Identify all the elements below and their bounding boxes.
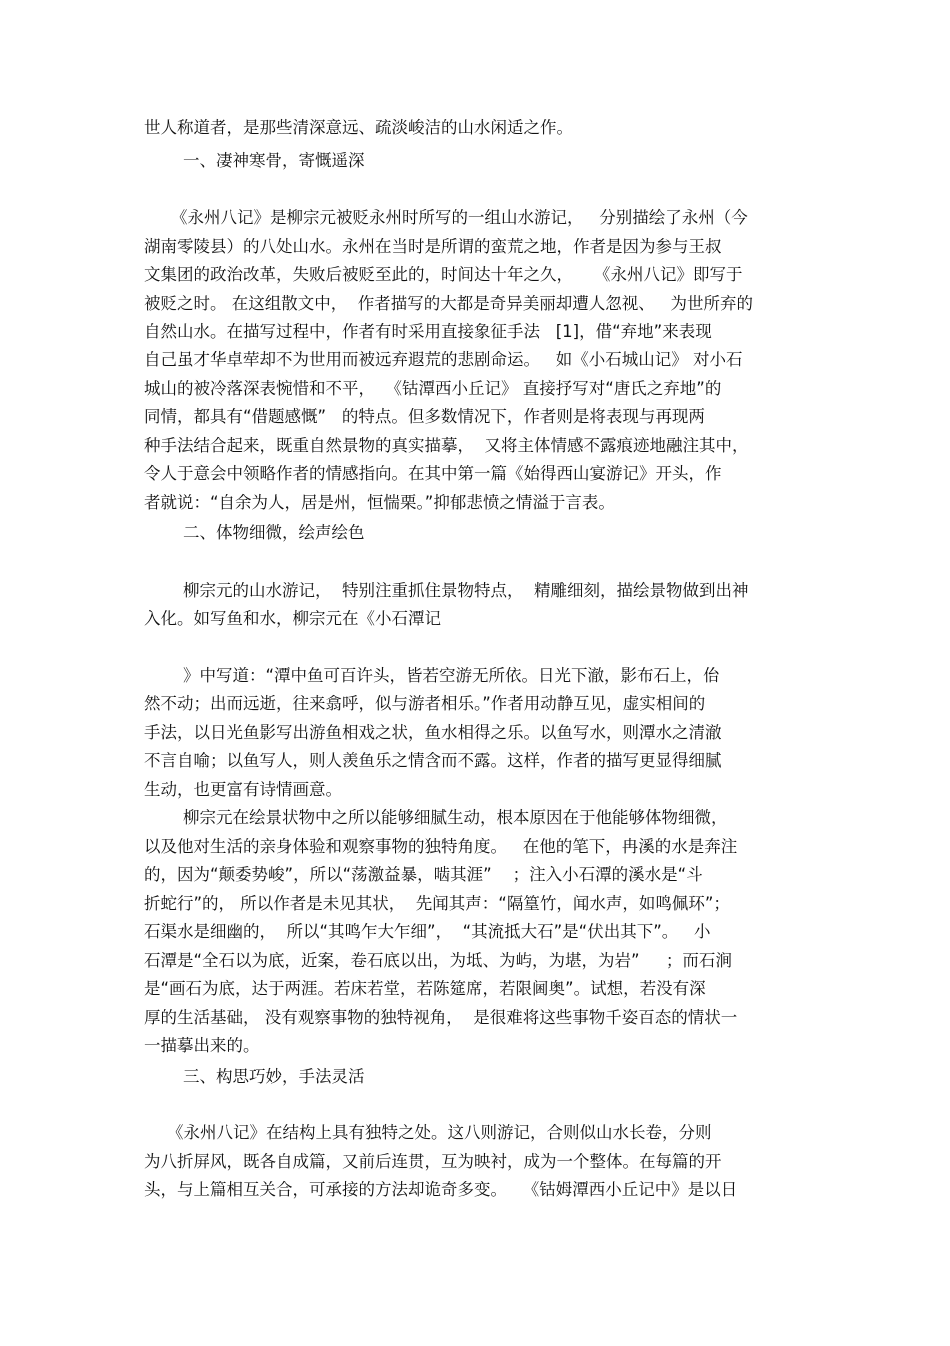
- text-line: 湖南零陵县）的八处山水。永州在当时是所谓的蛮荒之地，作者是因为参与王叔: [144, 237, 722, 256]
- text-line: 文集团的政治改革，失败后被贬至此的，时间达十年之久， 《永州八记》即写于: [144, 265, 743, 284]
- text-line: 柳宗元在绘景状物中之所以能够细腻生动，根本原因在于他能够体物细微，: [183, 808, 728, 827]
- text-line: 不言自喻；以鱼写人，则人羡鱼乐之情含而不露。这样，作者的描写更显得细腻: [144, 751, 722, 770]
- text-line: 石渠水是细幽的， 所以“其鸣乍大乍细”， “其流抵大石”是“伏出其下”。 小: [144, 922, 711, 941]
- text-line: 被贬之时。 在这组散文中， 作者描写的大都是奇异美丽却遭人忽视、 为世所弃的: [144, 294, 753, 313]
- text-line: 以及他对生活的亲身体验和观察事物的独特角度。 在他的笔下，冉溪的水是奔注: [144, 837, 738, 856]
- text-line: 城山的被冷落深表惋惜和不平， 《钴潭西小丘记》 直接抒写对“唐氏之弃地”的: [144, 379, 722, 398]
- section-heading: 三、构思巧妙，手法灵活: [183, 1067, 365, 1086]
- text-line: 手法，以日光鱼影写出游鱼相戏之状，鱼水相得之乐。以鱼写水，则潭水之清澈: [144, 723, 722, 742]
- text-line: 《永州八记》是柳宗元被贬永州时所写的一组山水游记， 分别描绘了永州（今: [171, 208, 748, 227]
- text-line: 》中写道：“潭中鱼可百许头，皆若空游无所依。日光下澈，影布石上，佁: [183, 666, 720, 685]
- text-line: 自然山水。在描写过程中，作者有时采用直接象征手法 [1]，借“弃地”来表现: [144, 322, 712, 341]
- text-line: 《永州八记》在结构上具有独特之处。这八则游记，合则似山水长卷，分则: [167, 1123, 712, 1142]
- text-line: 柳宗元的山水游记， 特别注重抓住景物特点， 精雕细刻，描绘景物做到出神: [183, 581, 749, 600]
- text-line: 入化。如写鱼和水，柳宗元在《小石潭记: [144, 609, 441, 628]
- text-line: 为八折屏风，既各自成篇，又前后连贯，互为映衬，成为一个整体。在每篇的开: [144, 1152, 722, 1171]
- text-line: 厚的生活基础， 没有观察事物的独特视角， 是很难将这些事物千姿百态的情状一: [144, 1008, 738, 1027]
- text-line: 是“画石为底，达于两涯。若床若堂，若陈筵席，若限阃奥”。试想，若没有深: [144, 979, 706, 998]
- section-heading: 二、体物细微，绘声绘色: [183, 523, 365, 542]
- text-line: 的，因为“颠委势峻”，所以“荡激益暴，啮其涯” ；注入小石潭的溪水是“斗: [144, 865, 703, 884]
- text-line: 令人于意会中领略作者的情感指向。在其中第一篇《始得西山宴游记》开头，作: [144, 464, 722, 483]
- text-line: 自己虽才华卓荦却不为世用而被远弃遐荒的悲剧命运。 如《小石城山记》 对小石: [144, 350, 743, 369]
- text-line: 头，与上篇相互关合，可承接的方法却诡奇多变。 《钴姆潭西小丘记中》是以日: [144, 1180, 738, 1199]
- text-line: 折蛇行”的， 所以作者是未见其状， 先闻其声：“隔篁竹，闻水声，如鸣佩环”；: [144, 894, 730, 913]
- text-line: 种手法结合起来，既重自然景物的真实描摹， 又将主体情感不露痕迹地融注其中，: [144, 436, 749, 455]
- text-line: 者就说：“自余为人，居是州，恒惴栗。”抑郁悲愤之情溢于言表。: [144, 493, 615, 512]
- text-line: 生动，也更富有诗情画意。: [144, 780, 342, 799]
- text-line: 世人称道者，是那些清深意远、疏淡峻洁的山水闲适之作。: [144, 118, 573, 137]
- text-line: 同情，都具有“借题感慨” 的特点。但多数情况下，作者则是将表现与再现两: [144, 407, 705, 426]
- text-line: 石潭是“全石以为底，近案，卷石底以出，为坻、为屿，为堪，为岩” ；而石涧: [144, 951, 732, 970]
- section-heading: 一、凄神寒骨，寄慨遥深: [183, 151, 365, 170]
- text-line: 一描摹出来的。: [144, 1036, 260, 1055]
- text-line: 然不动；出而远逝，往来翕呼，似与游者相乐。”作者用动静互见，虚实相间的: [144, 694, 706, 713]
